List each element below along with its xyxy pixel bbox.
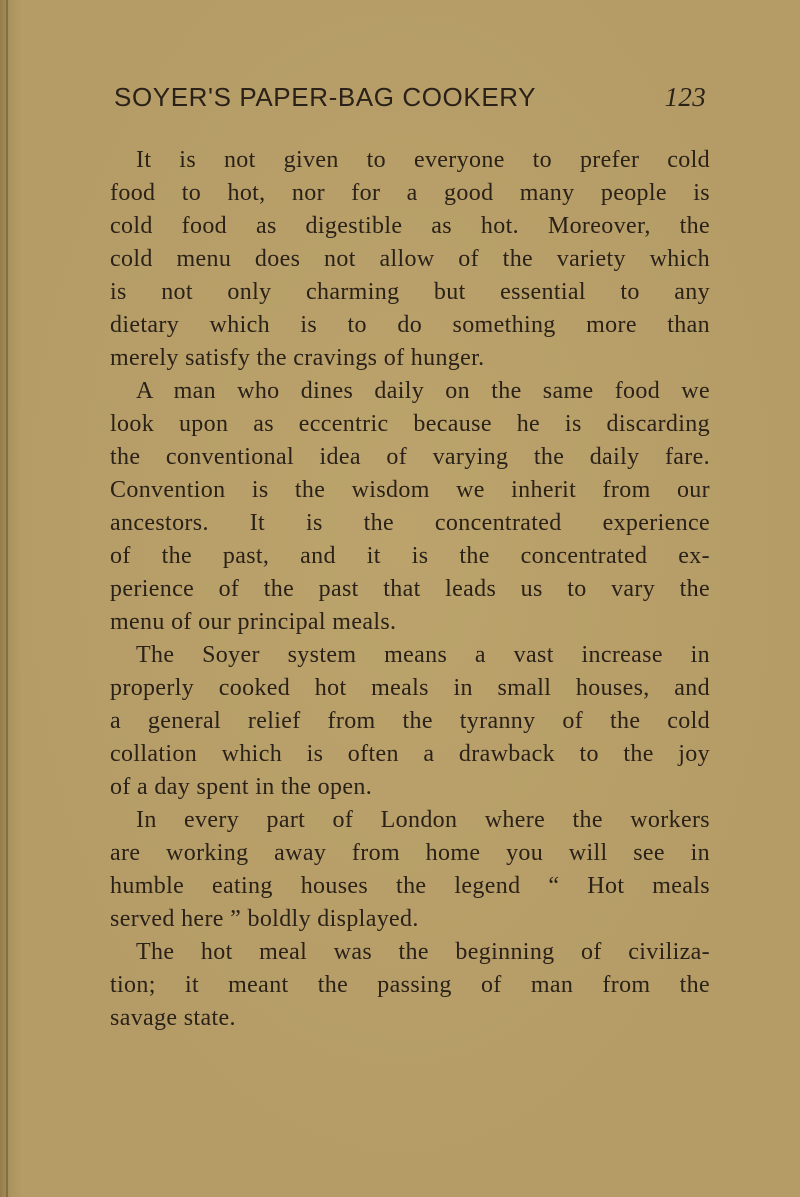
- text-line: A man who dines daily on the same food we: [136, 378, 710, 404]
- text-line: The hot meal was the beginning of civiliza-: [136, 939, 710, 965]
- text-line: food to hot, nor for a good many people is: [110, 180, 710, 206]
- binding-gutter: [6, 0, 8, 1197]
- text-line: cold food as digestible as hot. Moreover, the: [110, 213, 710, 239]
- text-line: collation which is often a drawback to the joy: [110, 741, 710, 767]
- text-line: look upon as eccentric because he is discarding: [110, 411, 710, 437]
- text-line: of the past, and it is the concentrated ex-: [110, 543, 710, 569]
- running-title: SOYER'S PAPER-BAG COOKERY: [114, 82, 537, 112]
- text-line: properly cooked hot meals in small houses, and: [110, 675, 710, 701]
- text-line: is not only charming but essential to any: [110, 279, 710, 305]
- text-line: tion; it meant the passing of man from the: [110, 972, 710, 998]
- text-line: Convention is the wisdom we inherit from our: [110, 477, 710, 503]
- text-line: merely satisfy the cravings of hunger.: [110, 345, 485, 371]
- text-line: The Soyer system means a vast increase in: [136, 642, 710, 668]
- text-line: In every part of London where the workers: [136, 807, 710, 833]
- text-line: cold menu does not allow of the variety which: [110, 246, 710, 272]
- book-page: [110, 82, 710, 1035]
- text-line: served here ” boldly displayed.: [110, 906, 419, 932]
- text-line: humble eating houses the legend “ Hot meals: [110, 873, 710, 899]
- text-line: savage state.: [110, 1005, 236, 1031]
- text-line: the conventional idea of varying the daily fare.: [110, 444, 710, 470]
- text-line: are working away from home you will see in: [110, 840, 710, 866]
- text-line: dietary which is to do something more than: [110, 312, 710, 338]
- text-line: It is not given to everyone to prefer cold: [136, 147, 710, 173]
- text-line: of a day spent in the open.: [110, 774, 373, 800]
- body-text: [110, 144, 710, 1035]
- text-line: perience of the past that leads us to vary the: [110, 576, 710, 602]
- page-number: 123: [664, 82, 706, 112]
- text-line: a general relief from the tyranny of the cold: [110, 708, 710, 734]
- running-head: [114, 82, 706, 128]
- text-line: ancestors. It is the concentrated experience: [110, 510, 710, 536]
- text-line: menu of our principal meals.: [110, 609, 397, 635]
